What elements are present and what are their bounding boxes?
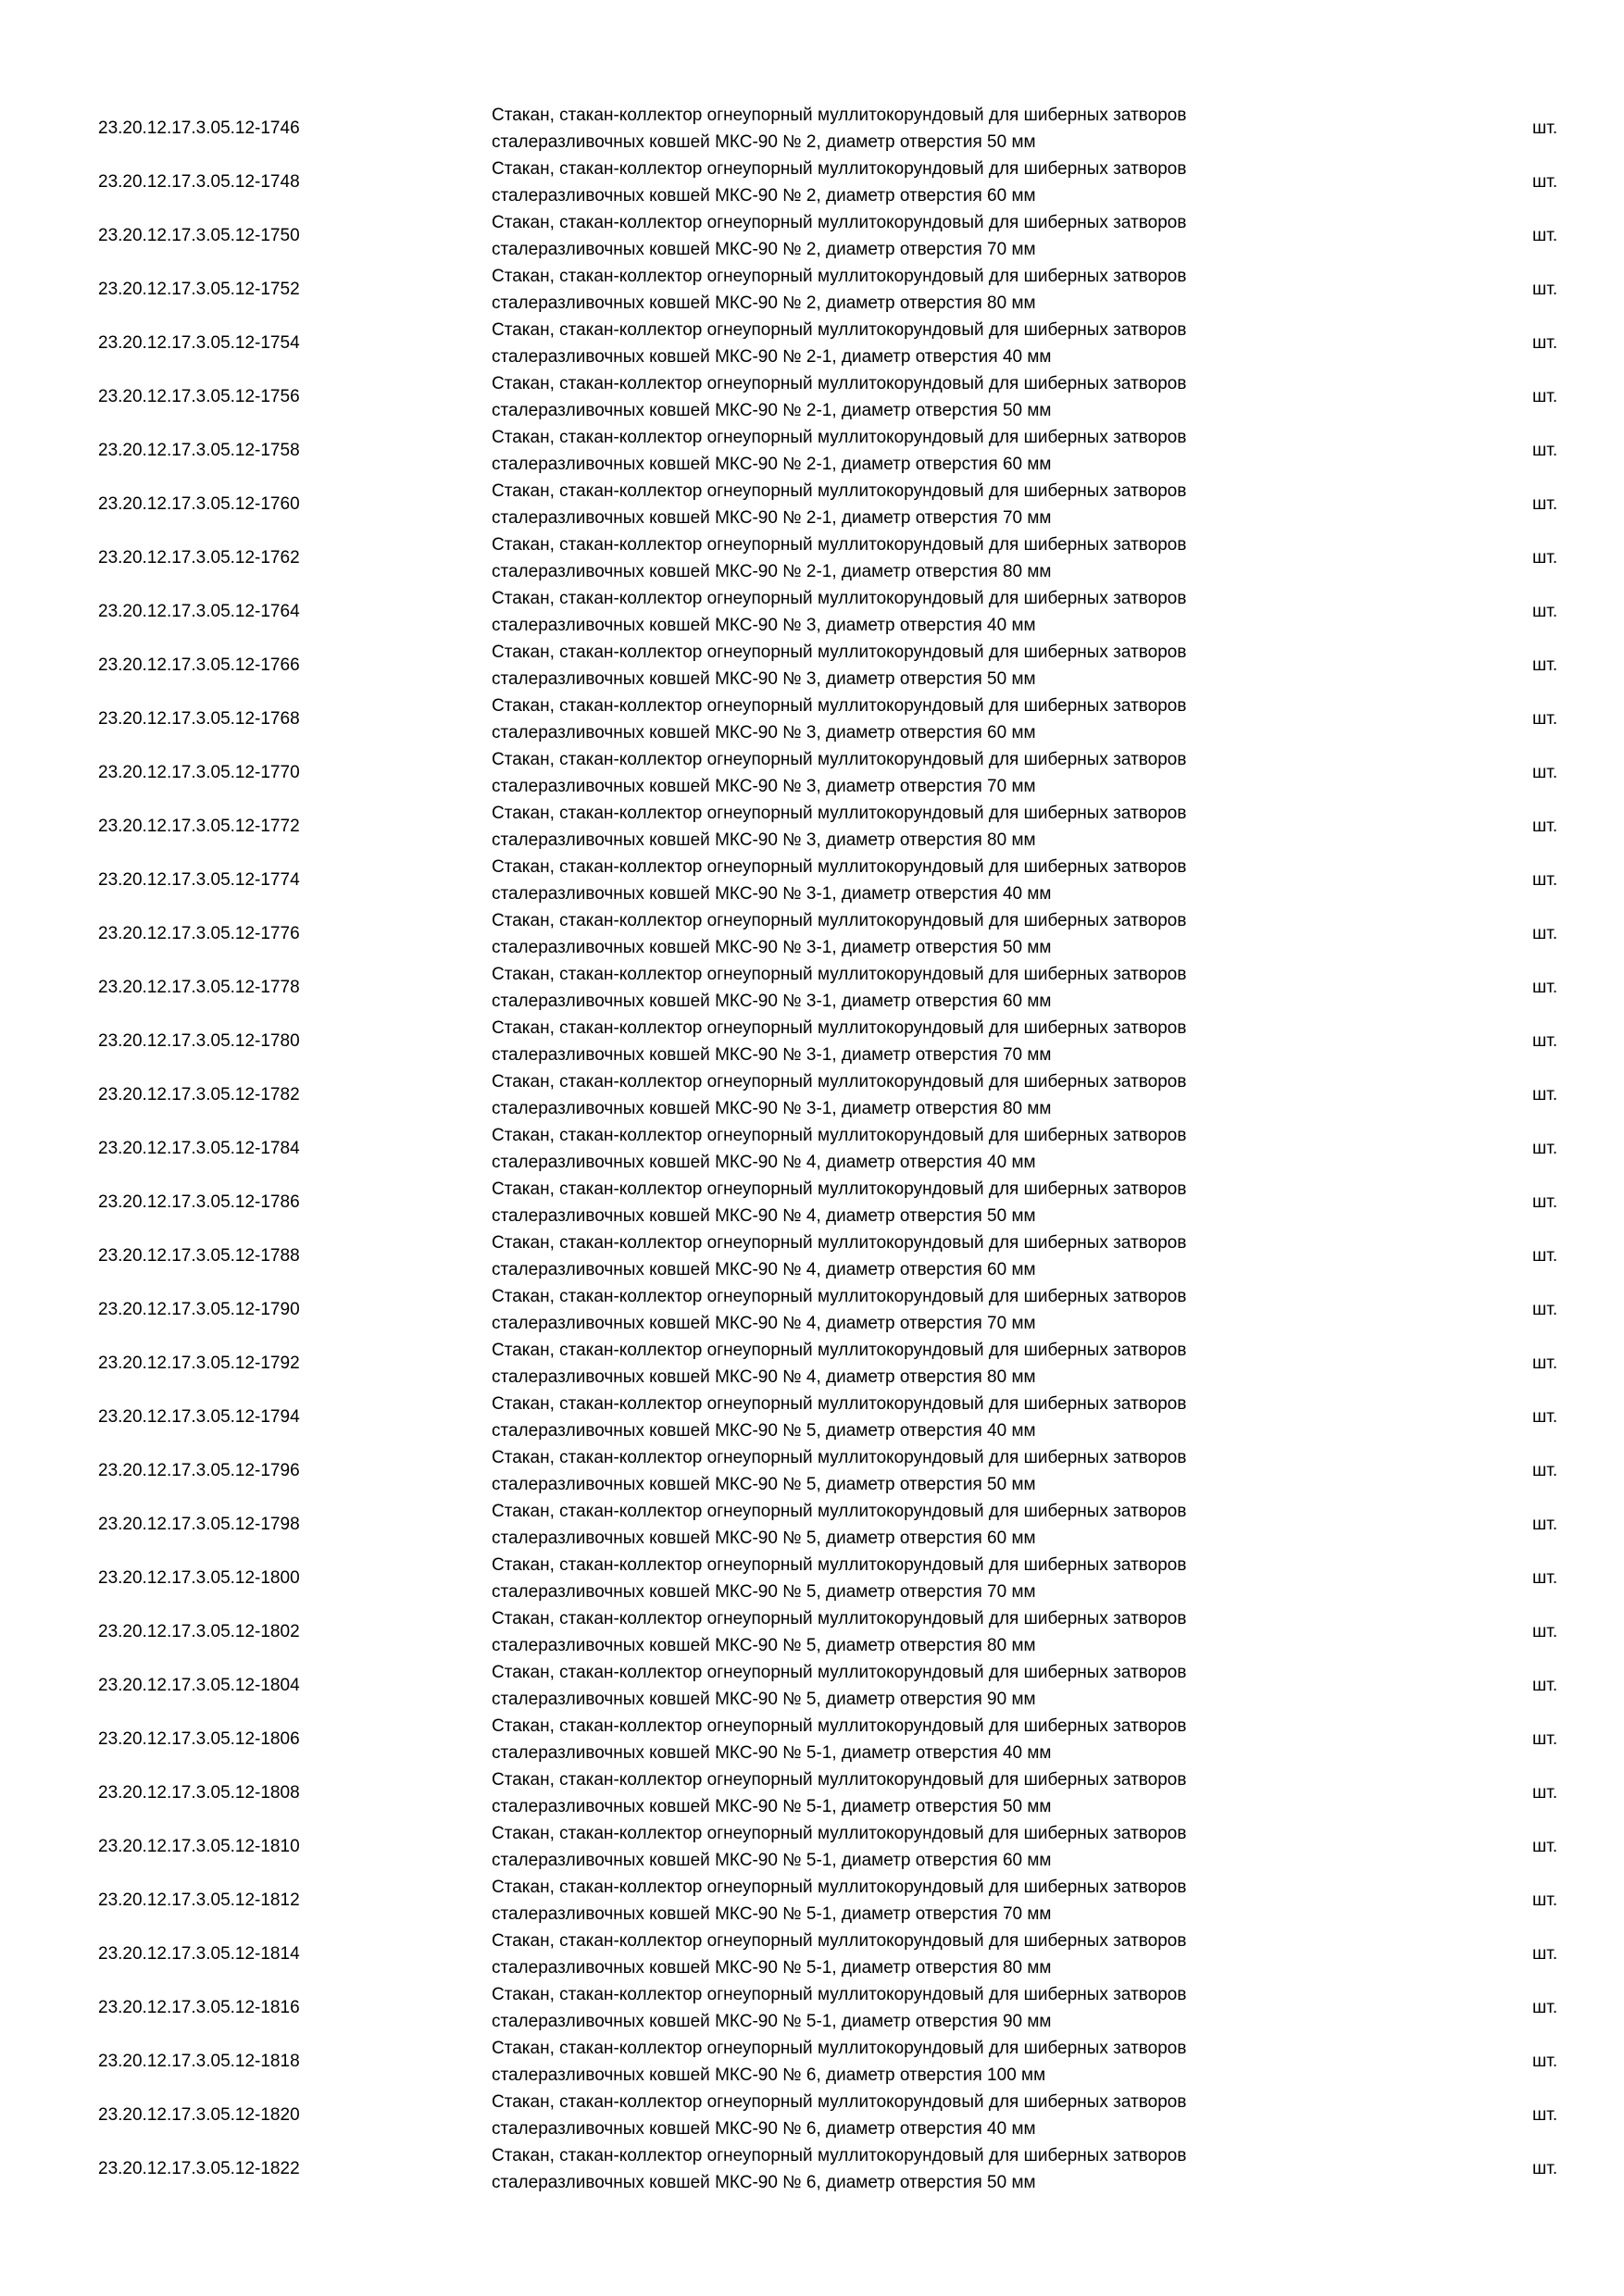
item-description-line-1: Стакан, стакан-коллектор огнеупорный муллитокорундовый для шиберных затворов: [492, 428, 1187, 447]
item-description: [492, 209, 1418, 263]
item-description-line-2: сталеразливочных ковшей МКС-90 № 3, диаметр отверстия 70 мм: [492, 777, 1036, 796]
item-unit: шт.: [1532, 1729, 1558, 1749]
item-description-line-1: Стакан, стакан-коллектор огнеупорный муллитокорундовый для шиберных затворов: [492, 481, 1187, 501]
item-description-line-1: Стакан, стакан-коллектор огнеупорный муллитокорундовый для шиберных затворов: [492, 1985, 1187, 2004]
item-description-line-2: сталеразливочных ковшей МКС-90 № 5, диаметр отверстия 40 мм: [492, 1421, 1036, 1441]
item-code: 23.20.12.17.3.05.12-1754: [98, 333, 300, 353]
item-description-line-1: Стакан, стакан-коллектор огнеупорный муллитокорундовый для шиберных затворов: [492, 1663, 1187, 1682]
table-row: [0, 1605, 1624, 1659]
item-description-line-2: сталеразливочных ковшей МКС-90 № 4, диаметр отверстия 70 мм: [492, 1314, 1036, 1333]
item-unit: шт.: [1532, 709, 1558, 729]
item-unit: шт.: [1532, 870, 1558, 890]
item-description-line-2: сталеразливочных ковшей МКС-90 № 3-1, диаметр отверстия 80 мм: [492, 1099, 1052, 1118]
item-description: [492, 1337, 1418, 1391]
item-description-line-1: Стакан, стакан-коллектор огнеупорный муллитокорундовый для шиберных затворов: [492, 1931, 1187, 1951]
table-row: [0, 1498, 1624, 1552]
table-row: [0, 1659, 1624, 1713]
table-row: [0, 1176, 1624, 1229]
item-unit: шт.: [1532, 1944, 1558, 1964]
item-description-line-2: сталеразливочных ковшей МКС-90 № 2, диаметр отверстия 70 мм: [492, 240, 1036, 259]
item-description: [492, 424, 1418, 478]
item-unit: шт.: [1532, 1461, 1558, 1480]
item-description: [492, 102, 1418, 156]
table-row: [0, 639, 1624, 693]
item-description-line-2: сталеразливочных ковшей МКС-90 № 6, диаметр отверстия 50 мм: [492, 2173, 1036, 2192]
item-unit: шт.: [1532, 1354, 1558, 1373]
item-unit: шт.: [1532, 333, 1558, 353]
item-unit: шт.: [1532, 655, 1558, 675]
item-unit: шт.: [1532, 119, 1558, 138]
item-description-line-1: Стакан, стакан-коллектор огнеупорный муллитокорундовый для шиберных затворов: [492, 911, 1187, 930]
item-description-line-1: Стакан, стакан-коллектор огнеупорный муллитокорундовый для шиберных затворов: [492, 535, 1187, 555]
item-description-line-2: сталеразливочных ковшей МКС-90 № 2, диаметр отверстия 60 мм: [492, 186, 1036, 206]
item-description: [492, 800, 1418, 854]
item-description: [492, 1552, 1418, 1605]
item-description-line-1: Стакан, стакан-коллектор огнеупорный муллитокорундовый для шиберных затворов: [492, 589, 1187, 608]
table-row: [0, 424, 1624, 478]
table-row: [0, 585, 1624, 639]
item-unit: шт.: [1532, 1890, 1558, 1910]
item-description-line-1: Стакан, стакан-коллектор огнеупорный муллитокорундовый для шиберных затворов: [492, 1716, 1187, 1736]
item-code: 23.20.12.17.3.05.12-1764: [98, 602, 300, 621]
item-description-line-2: сталеразливочных ковшей МКС-90 № 3-1, диаметр отверстия 50 мм: [492, 938, 1052, 957]
item-unit: шт.: [1532, 1515, 1558, 1534]
item-description-line-1: Стакан, стакан-коллектор огнеупорный муллитокорундовый для шиберных затворов: [492, 1341, 1187, 1360]
item-description-line-1: Стакан, стакан-коллектор огнеупорный муллитокорундовый для шиберных затворов: [492, 374, 1187, 393]
item-unit: шт.: [1532, 1407, 1558, 1427]
item-code: 23.20.12.17.3.05.12-1804: [98, 1676, 300, 1695]
item-code: 23.20.12.17.3.05.12-1752: [98, 280, 300, 299]
item-description-line-1: Стакан, стакан-коллектор огнеупорный муллитокорундовый для шиберных затворов: [492, 267, 1187, 286]
item-unit: шт.: [1532, 226, 1558, 245]
item-unit: шт.: [1532, 1031, 1558, 1051]
item-code: 23.20.12.17.3.05.12-1786: [98, 1192, 300, 1212]
item-description-line-1: Стакан, стакан-коллектор огнеупорный муллитокорундовый для шиберных затворов: [492, 1018, 1187, 1038]
item-description: [492, 1283, 1418, 1337]
item-description-line-1: Стакан, стакан-коллектор огнеупорный муллитокорундовый для шиберных затворов: [492, 2146, 1187, 2165]
table-row: [0, 209, 1624, 263]
item-description-line-2: сталеразливочных ковшей МКС-90 № 3, диаметр отверстия 60 мм: [492, 723, 1036, 742]
item-description-line-2: сталеразливочных ковшей МКС-90 № 2-1, диаметр отверстия 60 мм: [492, 455, 1052, 474]
item-code: 23.20.12.17.3.05.12-1810: [98, 1837, 300, 1856]
item-code: 23.20.12.17.3.05.12-1822: [98, 2159, 300, 2178]
item-description: [492, 263, 1418, 317]
item-description: [492, 746, 1418, 800]
item-code: 23.20.12.17.3.05.12-1814: [98, 1944, 300, 1964]
table-row: [0, 1229, 1624, 1283]
item-code: 23.20.12.17.3.05.12-1760: [98, 494, 300, 514]
item-description: [492, 156, 1418, 209]
item-description-line-2: сталеразливочных ковшей МКС-90 № 5, диаметр отверстия 90 мм: [492, 1690, 1036, 1709]
item-description-line-1: Стакан, стакан-коллектор огнеупорный муллитокорундовый для шиберных затворов: [492, 106, 1187, 125]
item-code: 23.20.12.17.3.05.12-1792: [98, 1354, 300, 1373]
item-description-line-2: сталеразливочных ковшей МКС-90 № 5-1, диаметр отверстия 80 мм: [492, 1958, 1052, 1978]
item-code: 23.20.12.17.3.05.12-1772: [98, 817, 300, 836]
item-description: [492, 1766, 1418, 1820]
item-unit: шт.: [1532, 924, 1558, 943]
item-description-line-1: Стакан, стакан-коллектор огнеупорный муллитокорундовый для шиберных затворов: [492, 159, 1187, 179]
item-code: 23.20.12.17.3.05.12-1746: [98, 119, 300, 138]
item-description: [492, 693, 1418, 746]
table-row: [0, 1766, 1624, 1820]
item-description-line-2: сталеразливочных ковшей МКС-90 № 2-1, диаметр отверстия 70 мм: [492, 508, 1052, 528]
item-description: [492, 1391, 1418, 1444]
item-unit: шт.: [1532, 1568, 1558, 1588]
table-row: [0, 1552, 1624, 1605]
item-code: 23.20.12.17.3.05.12-1784: [98, 1139, 300, 1158]
item-description-line-1: Стакан, стакан-коллектор огнеупорный муллитокорундовый для шиберных затворов: [492, 857, 1187, 877]
item-unit: шт.: [1532, 1837, 1558, 1856]
item-unit: шт.: [1532, 978, 1558, 997]
item-description-line-1: Стакан, стакан-коллектор огнеупорный муллитокорундовый для шиберных затворов: [492, 213, 1187, 232]
item-code: 23.20.12.17.3.05.12-1794: [98, 1407, 300, 1427]
item-code: 23.20.12.17.3.05.12-1756: [98, 387, 300, 406]
table-row: [0, 370, 1624, 424]
table-row: [0, 1391, 1624, 1444]
item-code: 23.20.12.17.3.05.12-1774: [98, 870, 300, 890]
table-row: [0, 961, 1624, 1015]
item-unit: шт.: [1532, 441, 1558, 460]
item-description: [492, 1981, 1418, 2035]
item-unit: шт.: [1532, 494, 1558, 514]
table-row: [0, 2142, 1624, 2196]
item-description: [492, 2035, 1418, 2089]
item-description-line-2: сталеразливочных ковшей МКС-90 № 3-1, диаметр отверстия 40 мм: [492, 884, 1052, 904]
item-description: [492, 1122, 1418, 1176]
item-code: 23.20.12.17.3.05.12-1770: [98, 763, 300, 782]
item-description-line-2: сталеразливочных ковшей МКС-90 № 4, диаметр отверстия 50 мм: [492, 1206, 1036, 1226]
item-unit: шт.: [1532, 280, 1558, 299]
table-row: [0, 746, 1624, 800]
item-description-line-1: Стакан, стакан-коллектор огнеупорный муллитокорундовый для шиберных затворов: [492, 1394, 1187, 1414]
item-description-line-2: сталеразливочных ковшей МКС-90 № 2, диаметр отверстия 80 мм: [492, 293, 1036, 313]
table-row: [0, 478, 1624, 531]
item-description-line-1: Стакан, стакан-коллектор огнеупорный муллитокорундовый для шиберных затворов: [492, 1878, 1187, 1897]
item-description: [492, 478, 1418, 531]
item-description: [492, 1444, 1418, 1498]
table-row: [0, 1444, 1624, 1498]
item-unit: шт.: [1532, 172, 1558, 192]
item-description: [492, 1874, 1418, 1928]
item-description: [492, 1498, 1418, 1552]
item-description-line-2: сталеразливочных ковшей МКС-90 № 3, диаметр отверстия 80 мм: [492, 830, 1036, 850]
item-code: 23.20.12.17.3.05.12-1812: [98, 1890, 300, 1910]
item-description: [492, 1229, 1418, 1283]
item-description: [492, 1176, 1418, 1229]
item-code: 23.20.12.17.3.05.12-1816: [98, 1998, 300, 2017]
item-code: 23.20.12.17.3.05.12-1750: [98, 226, 300, 245]
table-row: [0, 800, 1624, 854]
item-description-line-1: Стакан, стакан-коллектор огнеупорный муллитокорундовый для шиберных затворов: [492, 1824, 1187, 1843]
item-code: 23.20.12.17.3.05.12-1778: [98, 978, 300, 997]
item-unit: шт.: [1532, 763, 1558, 782]
item-description-line-2: сталеразливочных ковшей МКС-90 № 5-1, диаметр отверстия 50 мм: [492, 1797, 1052, 1816]
item-code: 23.20.12.17.3.05.12-1788: [98, 1246, 300, 1266]
item-description-line-1: Стакан, стакан-коллектор огнеупорный муллитокорундовый для шиберных затворов: [492, 2092, 1187, 2112]
item-description: [492, 370, 1418, 424]
table-row: [0, 263, 1624, 317]
table-row: [0, 531, 1624, 585]
item-description: [492, 1928, 1418, 1981]
item-unit: шт.: [1532, 548, 1558, 568]
item-description-line-2: сталеразливочных ковшей МКС-90 № 5-1, диаметр отверстия 40 мм: [492, 1743, 1052, 1763]
item-description-line-1: Стакан, стакан-коллектор огнеупорный муллитокорундовый для шиберных затворов: [492, 1770, 1187, 1790]
item-description-line-1: Стакан, стакан-коллектор огнеупорный муллитокорундовый для шиберных затворов: [492, 1287, 1187, 1306]
item-code: 23.20.12.17.3.05.12-1768: [98, 709, 300, 729]
item-code: 23.20.12.17.3.05.12-1780: [98, 1031, 300, 1051]
item-description-line-2: сталеразливочных ковшей МКС-90 № 5-1, диаметр отверстия 70 мм: [492, 1904, 1052, 1924]
table-row: [0, 2089, 1624, 2142]
item-code: 23.20.12.17.3.05.12-1798: [98, 1515, 300, 1534]
item-code: 23.20.12.17.3.05.12-1790: [98, 1300, 300, 1319]
item-unit: шт.: [1532, 1192, 1558, 1212]
price-list-table: [0, 102, 1624, 2196]
table-row: [0, 1283, 1624, 1337]
table-row: [0, 854, 1624, 907]
item-code: 23.20.12.17.3.05.12-1808: [98, 1783, 300, 1803]
item-description-line-2: сталеразливочных ковшей МКС-90 № 3-1, диаметр отверстия 60 мм: [492, 992, 1052, 1011]
item-description: [492, 961, 1418, 1015]
item-description: [492, 1605, 1418, 1659]
item-description-line-1: Стакан, стакан-коллектор огнеупорный муллитокорундовый для шиберных затворов: [492, 1502, 1187, 1521]
item-description: [492, 854, 1418, 907]
table-row: [0, 1874, 1624, 1928]
table-row: [0, 1122, 1624, 1176]
item-unit: шт.: [1532, 2159, 1558, 2178]
table-row: [0, 1068, 1624, 1122]
item-unit: шт.: [1532, 1246, 1558, 1266]
table-row: [0, 317, 1624, 370]
item-description: [492, 2089, 1418, 2142]
item-description-line-2: сталеразливочных ковшей МКС-90 № 4, диаметр отверстия 80 мм: [492, 1367, 1036, 1387]
item-description-line-2: сталеразливочных ковшей МКС-90 № 4, диаметр отверстия 60 мм: [492, 1260, 1036, 1279]
item-description: [492, 907, 1418, 961]
item-description-line-2: сталеразливочных ковшей МКС-90 № 5, диаметр отверстия 70 мм: [492, 1582, 1036, 1602]
item-description-line-1: Стакан, стакан-коллектор огнеупорный муллитокорундовый для шиберных затворов: [492, 804, 1187, 823]
item-description-line-1: Стакан, стакан-коллектор огнеупорный муллитокорундовый для шиберных затворов: [492, 1448, 1187, 1467]
table-row: [0, 1337, 1624, 1391]
item-description-line-2: сталеразливочных ковшей МКС-90 № 5, диаметр отверстия 50 мм: [492, 1475, 1036, 1494]
table-row: [0, 2035, 1624, 2089]
item-unit: шт.: [1532, 602, 1558, 621]
item-description-line-2: сталеразливочных ковшей МКС-90 № 4, диаметр отверстия 40 мм: [492, 1153, 1036, 1172]
item-description: [492, 317, 1418, 370]
table-row: [0, 1928, 1624, 1981]
item-description-line-1: Стакан, стакан-коллектор огнеупорный муллитокорундовый для шиберных затворов: [492, 1179, 1187, 1199]
item-code: 23.20.12.17.3.05.12-1762: [98, 548, 300, 568]
item-code: 23.20.12.17.3.05.12-1800: [98, 1568, 300, 1588]
item-code: 23.20.12.17.3.05.12-1818: [98, 2052, 300, 2071]
item-description-line-1: Стакан, стакан-коллектор огнеупорный муллитокорундовый для шиберных затворов: [492, 750, 1187, 769]
item-description-line-2: сталеразливочных ковшей МКС-90 № 2-1, диаметр отверстия 40 мм: [492, 347, 1052, 367]
item-code: 23.20.12.17.3.05.12-1820: [98, 2105, 300, 2125]
item-code: 23.20.12.17.3.05.12-1776: [98, 924, 300, 943]
item-unit: шт.: [1532, 1622, 1558, 1641]
item-unit: шт.: [1532, 1300, 1558, 1319]
item-description-line-1: Стакан, стакан-коллектор огнеупорный муллитокорундовый для шиберных затворов: [492, 696, 1187, 716]
item-description: [492, 1713, 1418, 1766]
item-description-line-1: Стакан, стакан-коллектор огнеупорный муллитокорундовый для шиберных затворов: [492, 1072, 1187, 1092]
item-description: [492, 1659, 1418, 1713]
item-unit: шт.: [1532, 1085, 1558, 1104]
item-description-line-1: Стакан, стакан-коллектор огнеупорный муллитокорундовый для шиберных затворов: [492, 1126, 1187, 1145]
item-description: [492, 1820, 1418, 1874]
item-description-line-2: сталеразливочных ковшей МКС-90 № 5, диаметр отверстия 80 мм: [492, 1636, 1036, 1655]
table-row: [0, 1981, 1624, 2035]
table-row: [0, 102, 1624, 156]
item-description-line-2: сталеразливочных ковшей МКС-90 № 3, диаметр отверстия 50 мм: [492, 669, 1036, 689]
item-unit: шт.: [1532, 1998, 1558, 2017]
item-code: 23.20.12.17.3.05.12-1766: [98, 655, 300, 675]
item-code: 23.20.12.17.3.05.12-1806: [98, 1729, 300, 1749]
table-row: [0, 1820, 1624, 1874]
item-description-line-1: Стакан, стакан-коллектор огнеупорный муллитокорундовый для шиберных затворов: [492, 2039, 1187, 2058]
item-unit: шт.: [1532, 2052, 1558, 2071]
item-code: 23.20.12.17.3.05.12-1802: [98, 1622, 300, 1641]
table-row: [0, 907, 1624, 961]
item-unit: шт.: [1532, 1783, 1558, 1803]
item-description-line-2: сталеразливочных ковшей МКС-90 № 6, диаметр отверстия 40 мм: [492, 2119, 1036, 2139]
item-unit: шт.: [1532, 2105, 1558, 2125]
item-description: [492, 639, 1418, 693]
table-row: [0, 1713, 1624, 1766]
item-description: [492, 585, 1418, 639]
item-code: 23.20.12.17.3.05.12-1758: [98, 441, 300, 460]
item-description-line-2: сталеразливочных ковшей МКС-90 № 5-1, диаметр отверстия 90 мм: [492, 2012, 1052, 2031]
item-description: [492, 2142, 1418, 2196]
item-description-line-2: сталеразливочных ковшей МКС-90 № 5, диаметр отверстия 60 мм: [492, 1529, 1036, 1548]
item-description-line-1: Стакан, стакан-коллектор огнеупорный муллитокорундовый для шиберных затворов: [492, 965, 1187, 984]
item-description: [492, 1015, 1418, 1068]
item-description-line-2: сталеразливочных ковшей МКС-90 № 6, диаметр отверстия 100 мм: [492, 2065, 1046, 2085]
item-description-line-2: сталеразливочных ковшей МКС-90 № 5-1, диаметр отверстия 60 мм: [492, 1851, 1052, 1870]
item-description-line-1: Стакан, стакан-коллектор огнеупорный муллитокорундовый для шиберных затворов: [492, 1233, 1187, 1253]
item-description-line-2: сталеразливочных ковшей МКС-90 № 3, диаметр отверстия 40 мм: [492, 616, 1036, 635]
item-code: 23.20.12.17.3.05.12-1796: [98, 1461, 300, 1480]
item-description-line-1: Стакан, стакан-коллектор огнеупорный муллитокорундовый для шиберных затворов: [492, 1555, 1187, 1575]
item-description: [492, 531, 1418, 585]
item-code: 23.20.12.17.3.05.12-1748: [98, 172, 300, 192]
item-unit: шт.: [1532, 817, 1558, 836]
item-description-line-2: сталеразливочных ковшей МКС-90 № 2-1, диаметр отверстия 80 мм: [492, 562, 1052, 581]
item-description-line-1: Стакан, стакан-коллектор огнеупорный муллитокорундовый для шиберных затворов: [492, 643, 1187, 662]
item-description-line-2: сталеразливочных ковшей МКС-90 № 2, диаметр отверстия 50 мм: [492, 132, 1036, 152]
item-description: [492, 1068, 1418, 1122]
item-unit: шт.: [1532, 1139, 1558, 1158]
item-description-line-2: сталеразливочных ковшей МКС-90 № 2-1, диаметр отверстия 50 мм: [492, 401, 1052, 420]
table-row: [0, 156, 1624, 209]
item-code: 23.20.12.17.3.05.12-1782: [98, 1085, 300, 1104]
item-description-line-1: Стакан, стакан-коллектор огнеупорный муллитокорундовый для шиберных затворов: [492, 320, 1187, 340]
item-unit: шт.: [1532, 1676, 1558, 1695]
item-description-line-2: сталеразливочных ковшей МКС-90 № 3-1, диаметр отверстия 70 мм: [492, 1045, 1052, 1065]
table-row: [0, 1015, 1624, 1068]
table-row: [0, 693, 1624, 746]
item-description-line-1: Стакан, стакан-коллектор огнеупорный муллитокорундовый для шиберных затворов: [492, 1609, 1187, 1628]
item-unit: шт.: [1532, 387, 1558, 406]
